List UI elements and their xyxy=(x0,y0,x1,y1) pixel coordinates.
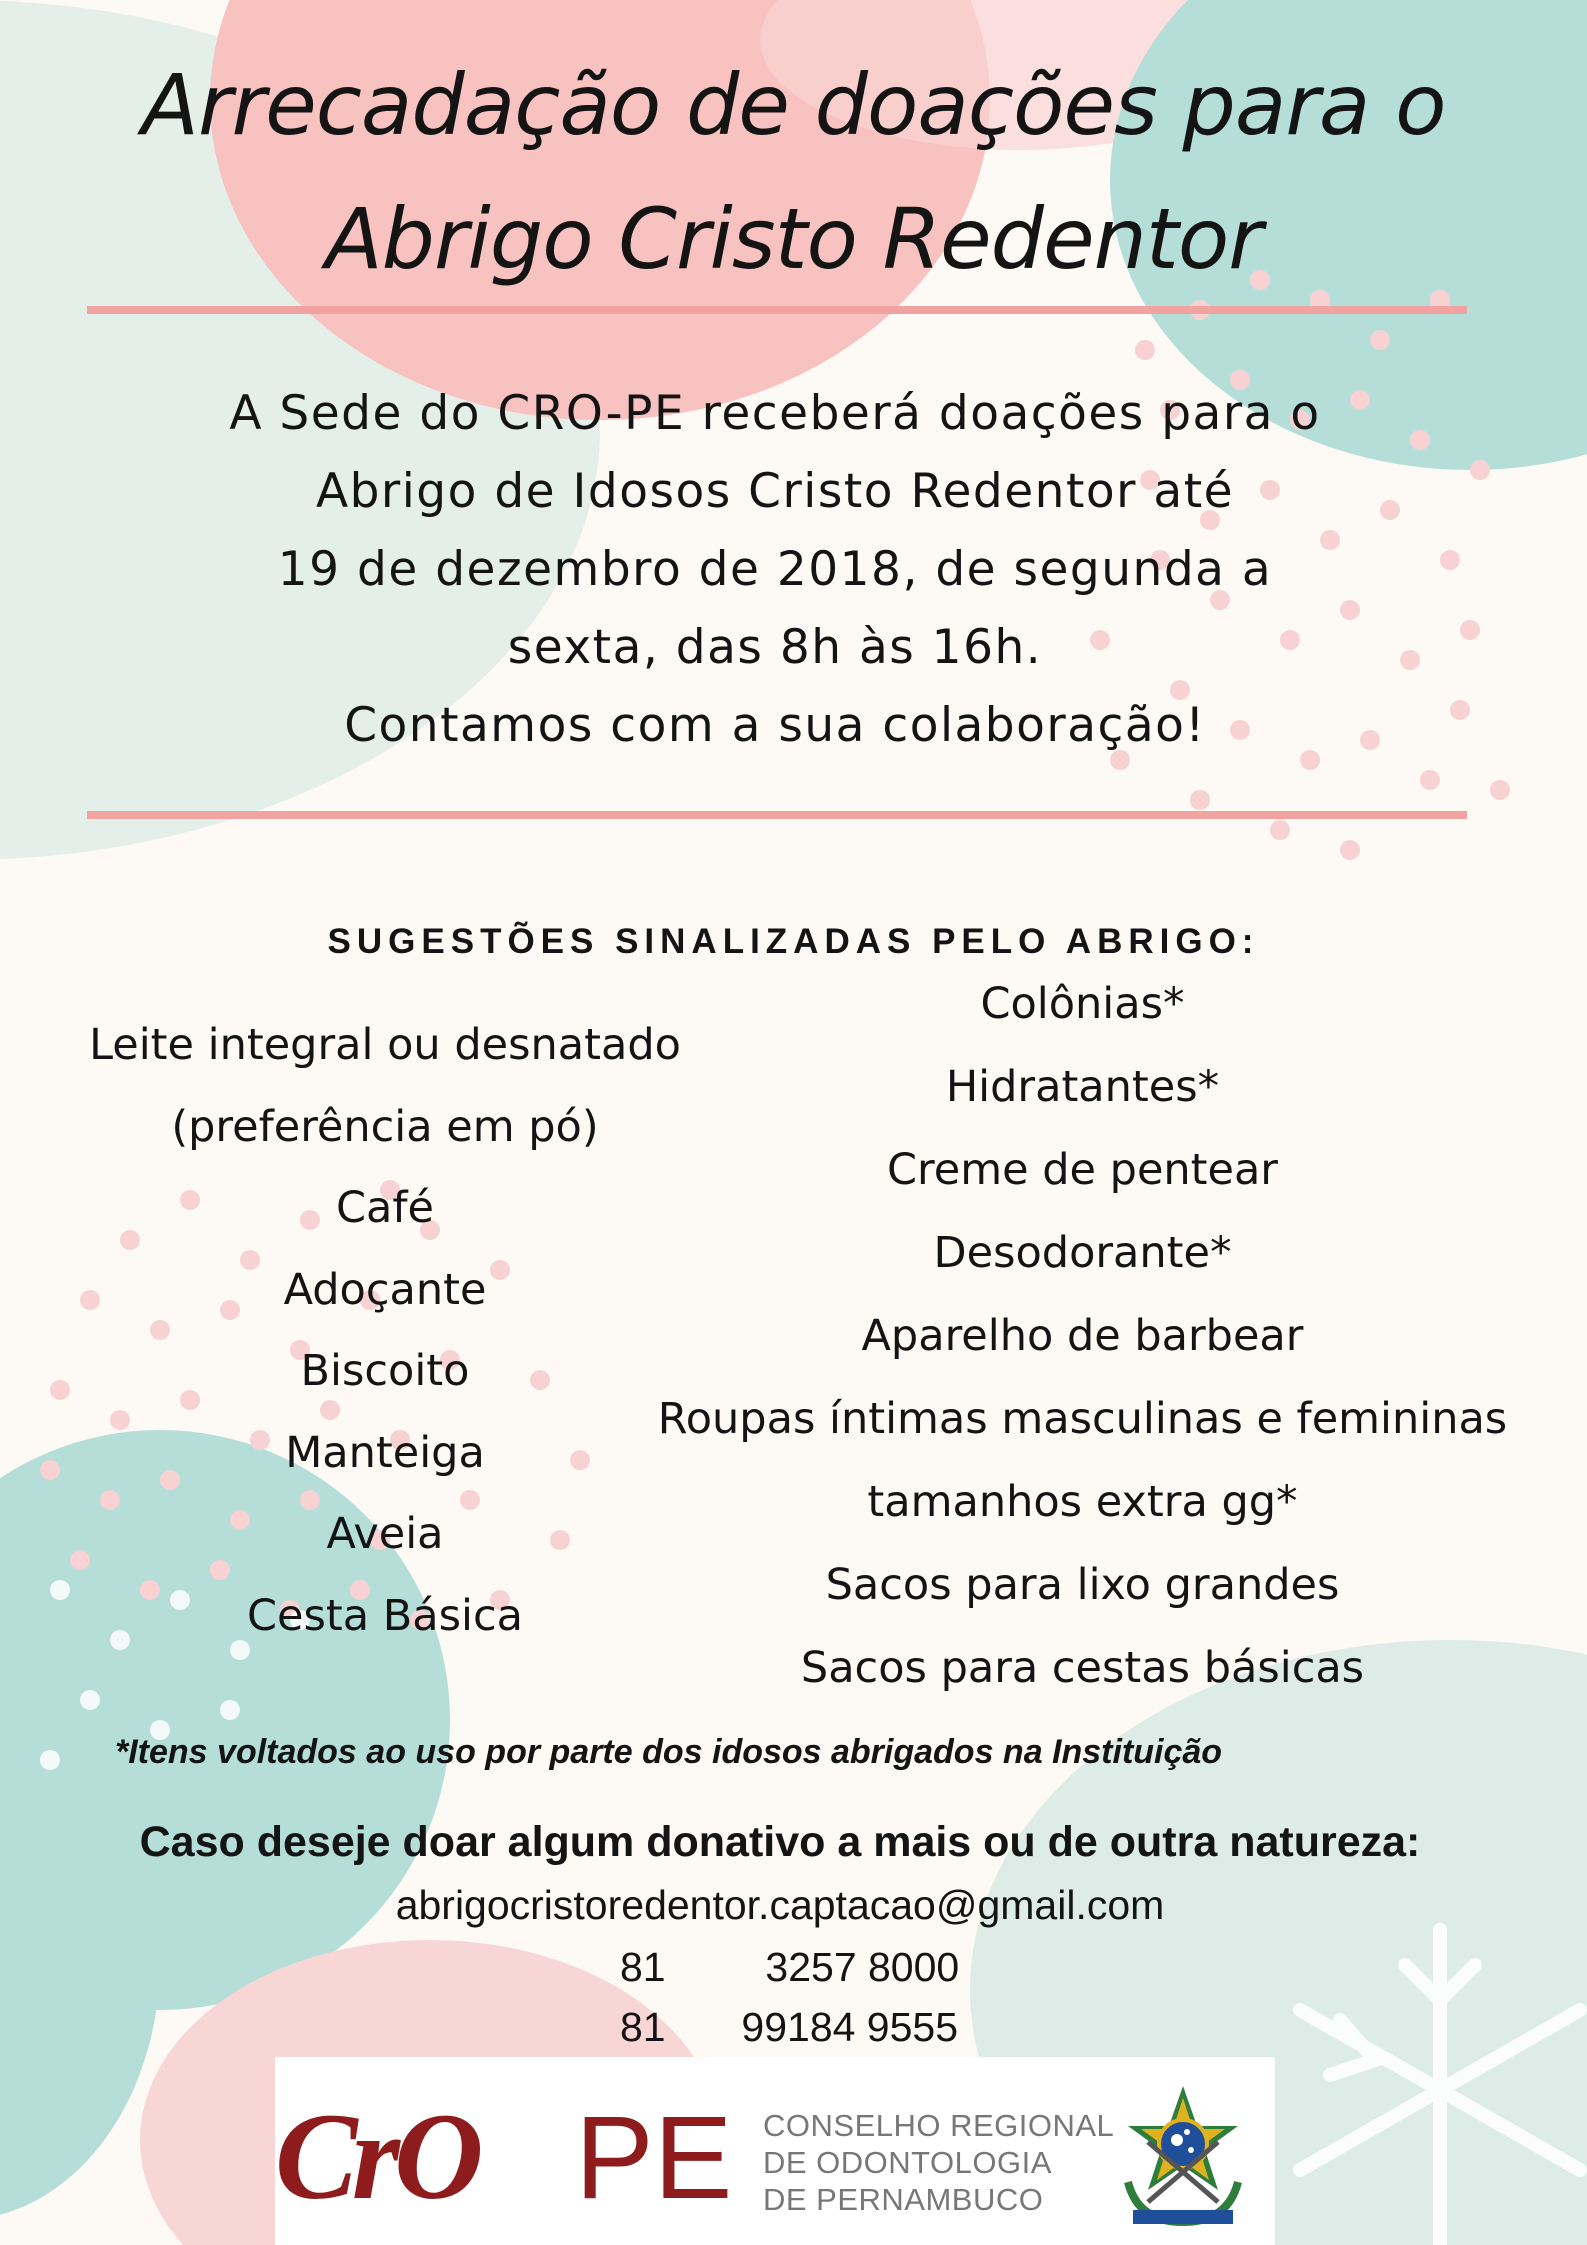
phone-area-code: 81 xyxy=(620,1944,666,1990)
cro-logo-state: PE xyxy=(575,2092,733,2224)
poster-title xyxy=(0,38,1587,306)
cro-pe-logo-band xyxy=(275,2057,1275,2245)
title-line: Arrecadação de doações para o xyxy=(141,56,1446,154)
council-name xyxy=(763,2107,1115,2218)
intro-line: A Sede do CRO-PE receberá doações para o xyxy=(229,386,1321,441)
cro-logo-mark: CrO xyxy=(275,2088,478,2225)
top-divider xyxy=(87,306,1467,314)
list-item: Aparelho de barbear xyxy=(861,1311,1304,1361)
list-item: Biscoito xyxy=(300,1346,470,1396)
footnote: *Itens voltados ao uso por parte dos idosos abrigados na Instituição xyxy=(115,1733,1223,1771)
council-name-line: CONSELHO REGIONAL xyxy=(763,2108,1115,2143)
intro-line: 19 de dezembro de 2018, de segunda a xyxy=(277,542,1273,597)
list-item: Desodorante* xyxy=(933,1228,1232,1278)
list-item: Roupas íntimas masculinas e femininas xyxy=(657,1394,1508,1444)
bottom-divider xyxy=(87,811,1467,819)
list-item: Creme de pentear xyxy=(887,1145,1278,1195)
intro-line: Abrigo de Idosos Cristo Redentor até xyxy=(315,464,1235,519)
phone-number-2[interactable] xyxy=(620,2004,1120,2051)
brazil-coat-of-arms-icon xyxy=(1118,2082,1248,2232)
phone-number: 3257 8000 xyxy=(765,1944,960,1990)
council-name-line: DE ODONTOLOGIA xyxy=(763,2145,1052,2180)
list-item: Aveia xyxy=(326,1509,444,1559)
list-item: tamanhos extra gg* xyxy=(867,1477,1298,1527)
list-item: Sacos para cestas básicas xyxy=(800,1643,1365,1693)
suggestions-heading: SUGESTÕES SINALIZADAS PELO ABRIGO: xyxy=(327,922,1260,961)
list-item: Manteiga xyxy=(285,1427,485,1478)
contact-heading: Caso deseje doar algum donativo a mais ou de outra natureza: xyxy=(139,1818,1421,1866)
list-item: (preferência em pó) xyxy=(171,1101,599,1152)
list-item: Colônias* xyxy=(980,979,1185,1029)
phone-number: 99184 9555 xyxy=(741,2004,959,2050)
intro-line: Contamos com a sua colaboração! xyxy=(344,698,1206,753)
hygiene-items-list xyxy=(620,963,1545,1710)
list-item: Cesta Básica xyxy=(247,1590,523,1641)
list-item: Leite integral ou desnatado xyxy=(89,1020,681,1070)
intro-line: sexta, das 8h às 16h. xyxy=(507,620,1043,675)
intro-text xyxy=(100,375,1450,765)
list-item: Café xyxy=(336,1183,434,1233)
phone-area-code: 81 xyxy=(620,2004,666,2050)
list-item: Adoçante xyxy=(283,1264,487,1315)
list-item: Hidratantes* xyxy=(945,1062,1220,1112)
list-item: Sacos para lixo grandes xyxy=(825,1560,1340,1610)
council-name-line: DE PERNAMBUCO xyxy=(763,2182,1044,2217)
contact-email-link[interactable]: abrigocristoredentor.captacao@gmail.com xyxy=(395,1882,1165,1928)
title-line: Abrigo Cristo Redentor xyxy=(325,190,1262,288)
phone-number-1[interactable] xyxy=(620,1944,1120,1991)
